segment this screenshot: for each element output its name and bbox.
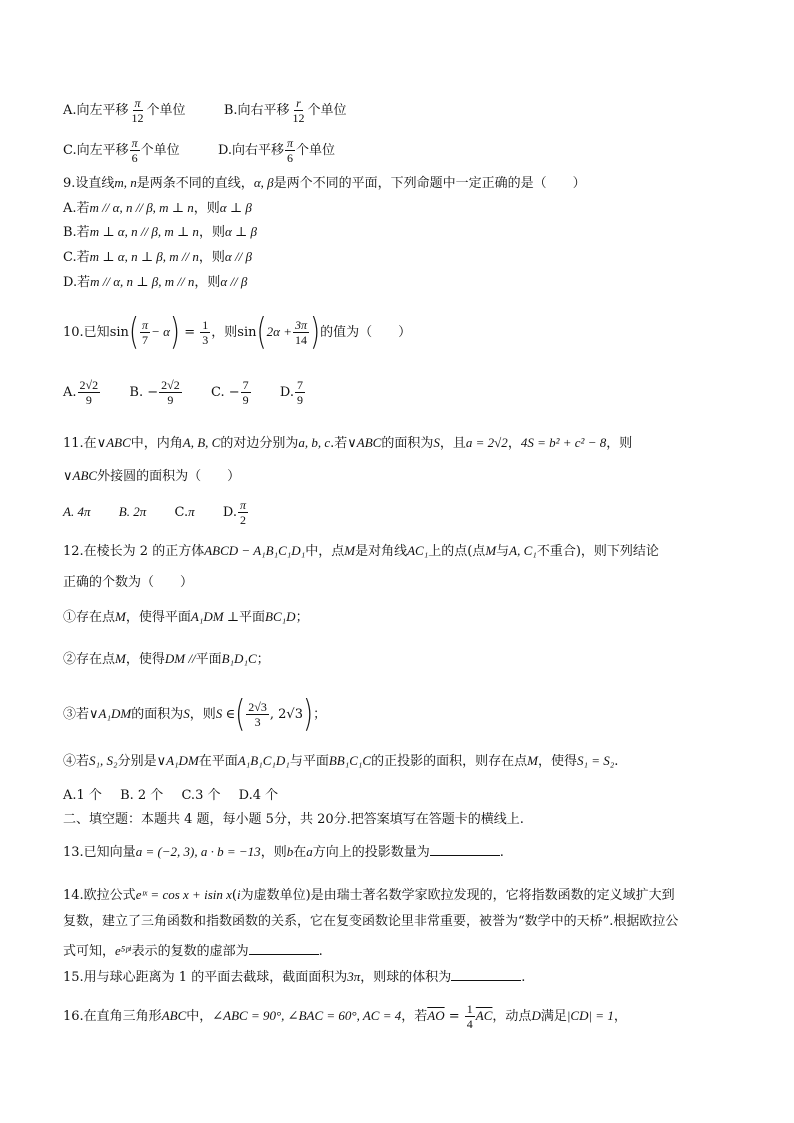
q10-options: [63, 378, 306, 407]
q10-stem: 10.已知sin( $\frac{\pi}{7}$ − α) = $\frac{1}{3}$ ，则sin(2α + $\frac{3\pi}{14}$ )的值为（ ）: [63, 311, 412, 354]
q8-option-c: C.向左平移 $\frac{\pi}{6}$ 个单位: [63, 136, 180, 165]
q11-stem-line1: 11.在∨ABC中，内角A, B, C的对边分别为a, b, c.若∨ABC的面积为S，且a = 2√2，4S = b² + c² − 8，则: [63, 435, 633, 451]
q12-statement-4: ④若S₁, S₂分别是∨A₁DM在平面A₁B₁C₁D₁与平面BB₁C₁C的正投影的面积，则存在点M，使得S₁ = S₂.: [63, 753, 619, 769]
q9-option-c: C.若m ⊥ α, n ⊥ β, m // n，则α // β: [63, 249, 252, 265]
q12-stem-line2: 正确的个数为（ ）: [63, 575, 194, 590]
q14-line3: 式可知，e⁵ᵖⁱ表示的复数的虚部为 .: [63, 943, 323, 959]
q15-answer-blank[interactable]: [451, 968, 521, 981]
q12-statement-3: ③若∨A₁DM的面积为S，则S ∈( $\frac{2√3}{3}$ , 2√3)；: [63, 693, 327, 736]
q11-option-c: C.π: [174, 504, 195, 520]
q11-option-d: D. $\frac{\pi}{2}$: [222, 498, 247, 527]
q10-option-a: A. $\frac{2√2}{9}$: [63, 378, 99, 407]
q11-stem-line2: ∨ABC外接圆的面积为（ ）: [63, 468, 241, 484]
q8-options-row2: [63, 136, 335, 165]
q15: 15.用与球心距离为 1 的平面去截球，截面面积为3π，则球的体积为 .: [63, 969, 526, 985]
q8-options-row1: [63, 96, 347, 125]
q12-stem-line1: 12.在棱长为 2 的正方体ABCD − A₁B₁C₁D₁中，点M是对角线AC₁上的点(点M与A, C₁不重合)，则下列结论: [63, 543, 659, 559]
q13: 13.已知向量a = (−2, 3), a · b = −13，则b在a方向上的投影数量为 .: [63, 844, 504, 860]
q9-option-d: D.若m // α, n ⊥ β, m // n，则α // β: [63, 274, 248, 290]
q11-options: [63, 498, 249, 527]
q10-option-c: C. − $\frac{7}{9}$: [211, 378, 249, 407]
q12-option-d: D.4 个: [238, 788, 279, 803]
q14-answer-blank[interactable]: [249, 942, 319, 955]
q12-options: [63, 787, 278, 805]
q10-option-b: B. − $\frac{2√2}{9}$: [129, 378, 180, 407]
q9-stem: 9.设直线m, n是两条不同的直线，α, β是两个不同的平面，下列命题中一定正确的是（ ）: [63, 175, 586, 191]
section-heading-fill-in: 二、填空题：本题共 4 题，每小题 5分，共 20分.把答案填写在答题卡的横线上.: [63, 812, 524, 827]
q14-line2: 复数，建立了三角函数和指数函数的关系，它在复变函数论里非常重要，被誉为“数学中的天桥”.根据欧拉公: [63, 914, 679, 929]
q12-option-b: B. 2 个: [120, 788, 164, 803]
q14-line1: 14.欧拉公式eᶦˣ = cos x + isin x(i为虚数单位)是由瑞士著名数学家欧拉发现的，它将指数函数的定义域扩大到: [63, 887, 675, 903]
q12-option-a: A.1 个: [63, 788, 102, 803]
q8-option-a: A.向左平移 $\frac{\pi}{12}$ 个单位: [63, 96, 186, 125]
q12-statement-1: ①存在点M，使得平面A₁DM ⊥平面BC₁D；: [63, 609, 309, 625]
q12-option-c: C.3 个: [181, 788, 221, 803]
q11-option-b: B. 2π: [118, 504, 147, 519]
q12-statement-2: ②存在点M，使得DM //平面B₁D₁C；: [63, 651, 270, 667]
q13-answer-blank[interactable]: [430, 843, 500, 856]
q9-option-b: B.若m ⊥ α, n // β, m ⊥ n，则α ⊥ β: [63, 224, 257, 240]
q10-option-d: D. $\frac{7}{9}$: [279, 378, 304, 407]
q8-option-d: D.向右平移 $\frac{\pi}{6}$ 个单位: [217, 136, 336, 165]
q16: 16.在直角三角形ABC中，∠ABC = 90°, ∠BAC = 60°, AC = 4，若$\overline{AO}$ = $\frac{1}{4}$ $\overline{AC}$，动点D满足|CD| = 1，: [63, 1002, 627, 1031]
q8-option-b: B.向右平移 $\frac{r}{12}$ 个单位: [223, 96, 347, 125]
q9-option-a: A.若m // α, n // β, m ⊥ n，则α ⊥ β: [63, 200, 252, 216]
q11-option-a: A. 4π: [63, 504, 91, 519]
